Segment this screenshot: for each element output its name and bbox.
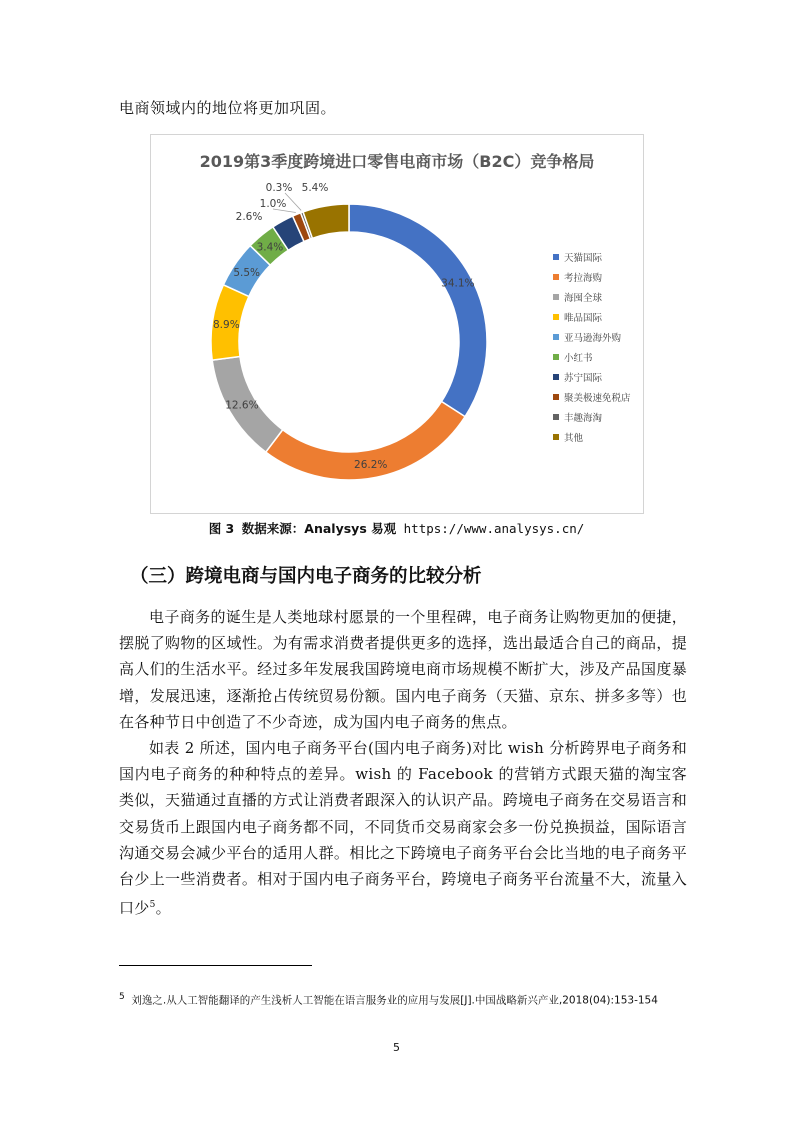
figure-number: 图 3 — [208, 521, 235, 536]
section-heading: （三）跨境电商与国内电子商务的比较分析 — [130, 566, 482, 587]
footnote-reference[interactable]: 5 — [149, 900, 156, 911]
data-label: 12.6% — [225, 399, 259, 412]
legend-item — [553, 327, 631, 347]
legend-label: 海囤全球 — [564, 293, 603, 304]
legend-label: 聚美极速免税店 — [564, 393, 631, 404]
data-label: 1.0% — [259, 198, 287, 210]
footnote-divider — [119, 965, 312, 966]
legend-swatch — [553, 274, 559, 280]
legend-item — [553, 387, 631, 407]
paragraph-2-text: 如表 2 所述，国内电子商务平台(国内电子商务)对比 wish 分析跨界电子商务和国内电子商务的种种特点的差异。wish 的 Facebook 的营销方式跟天猫的淘宝客类似，天猫通过直播的方式让消费者跟深入的认识产品。跨境电子商务在交易语言和交易货币上跟国内电子商务都不同，不同货币交易商家会多一份兑换损益，国际语言沟通交易会减少平台的适用人群。相比之下跨境电子商务平台会比当地的电子商务平台少上一些消费者。相对于国内电子商务平台，跨境电子商务平台流量不大，流量入口少 — [119, 739, 687, 918]
legend-label: 天猫国际 — [564, 253, 603, 264]
legend-label: 亚马逊海外购 — [564, 333, 622, 344]
chart-title: 2019第3季度跨境进口零售电商市场（B2C）竞争格局 — [199, 152, 595, 171]
data-label: 34.1% — [441, 277, 475, 290]
data-label: 0.3% — [265, 182, 293, 194]
data-label: 26.2% — [354, 459, 388, 472]
figure-source-label: 数据来源：Analysys 易观 — [241, 521, 397, 536]
legend-swatch — [553, 254, 559, 260]
source-url[interactable]: https://www.analysys.cn/ — [403, 521, 585, 536]
legend-swatch — [553, 354, 559, 360]
legend-swatch — [553, 394, 559, 400]
data-label: 5.5% — [233, 266, 261, 279]
legend-swatch — [553, 294, 559, 300]
legend-label: 苏宁国际 — [564, 373, 603, 384]
paragraph-2-end: 。 — [155, 899, 171, 918]
legend-item — [553, 247, 631, 267]
donut-chart — [150, 134, 644, 514]
data-label: 3.4% — [256, 241, 284, 254]
legend-item — [553, 367, 631, 387]
legend-label: 小红书 — [564, 353, 593, 364]
legend-label: 丰趣海淘 — [564, 413, 603, 424]
footnote — [119, 984, 659, 1015]
legend-item — [553, 267, 631, 287]
legend-item — [553, 427, 631, 447]
legend-label: 其他 — [564, 433, 584, 444]
legend-item — [553, 407, 631, 427]
data-label: 8.9% — [213, 318, 240, 331]
page-number: 5 — [393, 1041, 400, 1054]
legend-swatch — [553, 314, 559, 320]
legend-item — [553, 307, 631, 327]
legend-label: 唯品国际 — [564, 313, 603, 324]
legend-swatch — [553, 374, 559, 380]
donut-slice — [303, 204, 349, 238]
legend-swatch — [553, 434, 559, 440]
legend-swatch — [553, 334, 559, 340]
donut-slice — [349, 204, 487, 417]
chart-legend — [553, 247, 631, 447]
legend-swatch — [553, 414, 559, 420]
data-label: 5.4% — [301, 182, 329, 194]
legend-label: 考拉海购 — [564, 273, 603, 284]
legend-item — [553, 347, 631, 367]
legend-item — [553, 287, 631, 307]
leader-line — [285, 193, 301, 210]
footnote-number: 5 — [119, 992, 125, 1002]
figure-caption — [0, 519, 793, 537]
paragraph-1: 电子商务的诞生是人类地球村愿景的一个里程碑，电子商务让购物更加的便捷，摆脱了购物的区域性。为有需求消费者提供更多的选择，选出最适合自己的商品，提高人们的生活水平。经过多年发展我国跨境电商市场规模不断扩大，涉及产品国度暴增，发展迅速，逐渐抢占传统贸易份额。国内电子商务（天猫、京东、拼多多等）也在各种节日中创造了不少奇迹，成为国内电子商务的焦点。 — [119, 608, 687, 731]
paragraph-2 — [119, 735, 687, 921]
carryover-line: 电商领域内的地位将更加巩固。 — [119, 99, 337, 117]
data-label: 2.6% — [235, 211, 263, 223]
footnote-text: 刘逸之.从人工智能翻译的产生浅析人工智能在语言服务业的应用与发展[J].中国战略新兴产业,2018(04):153-154 — [131, 994, 658, 1007]
